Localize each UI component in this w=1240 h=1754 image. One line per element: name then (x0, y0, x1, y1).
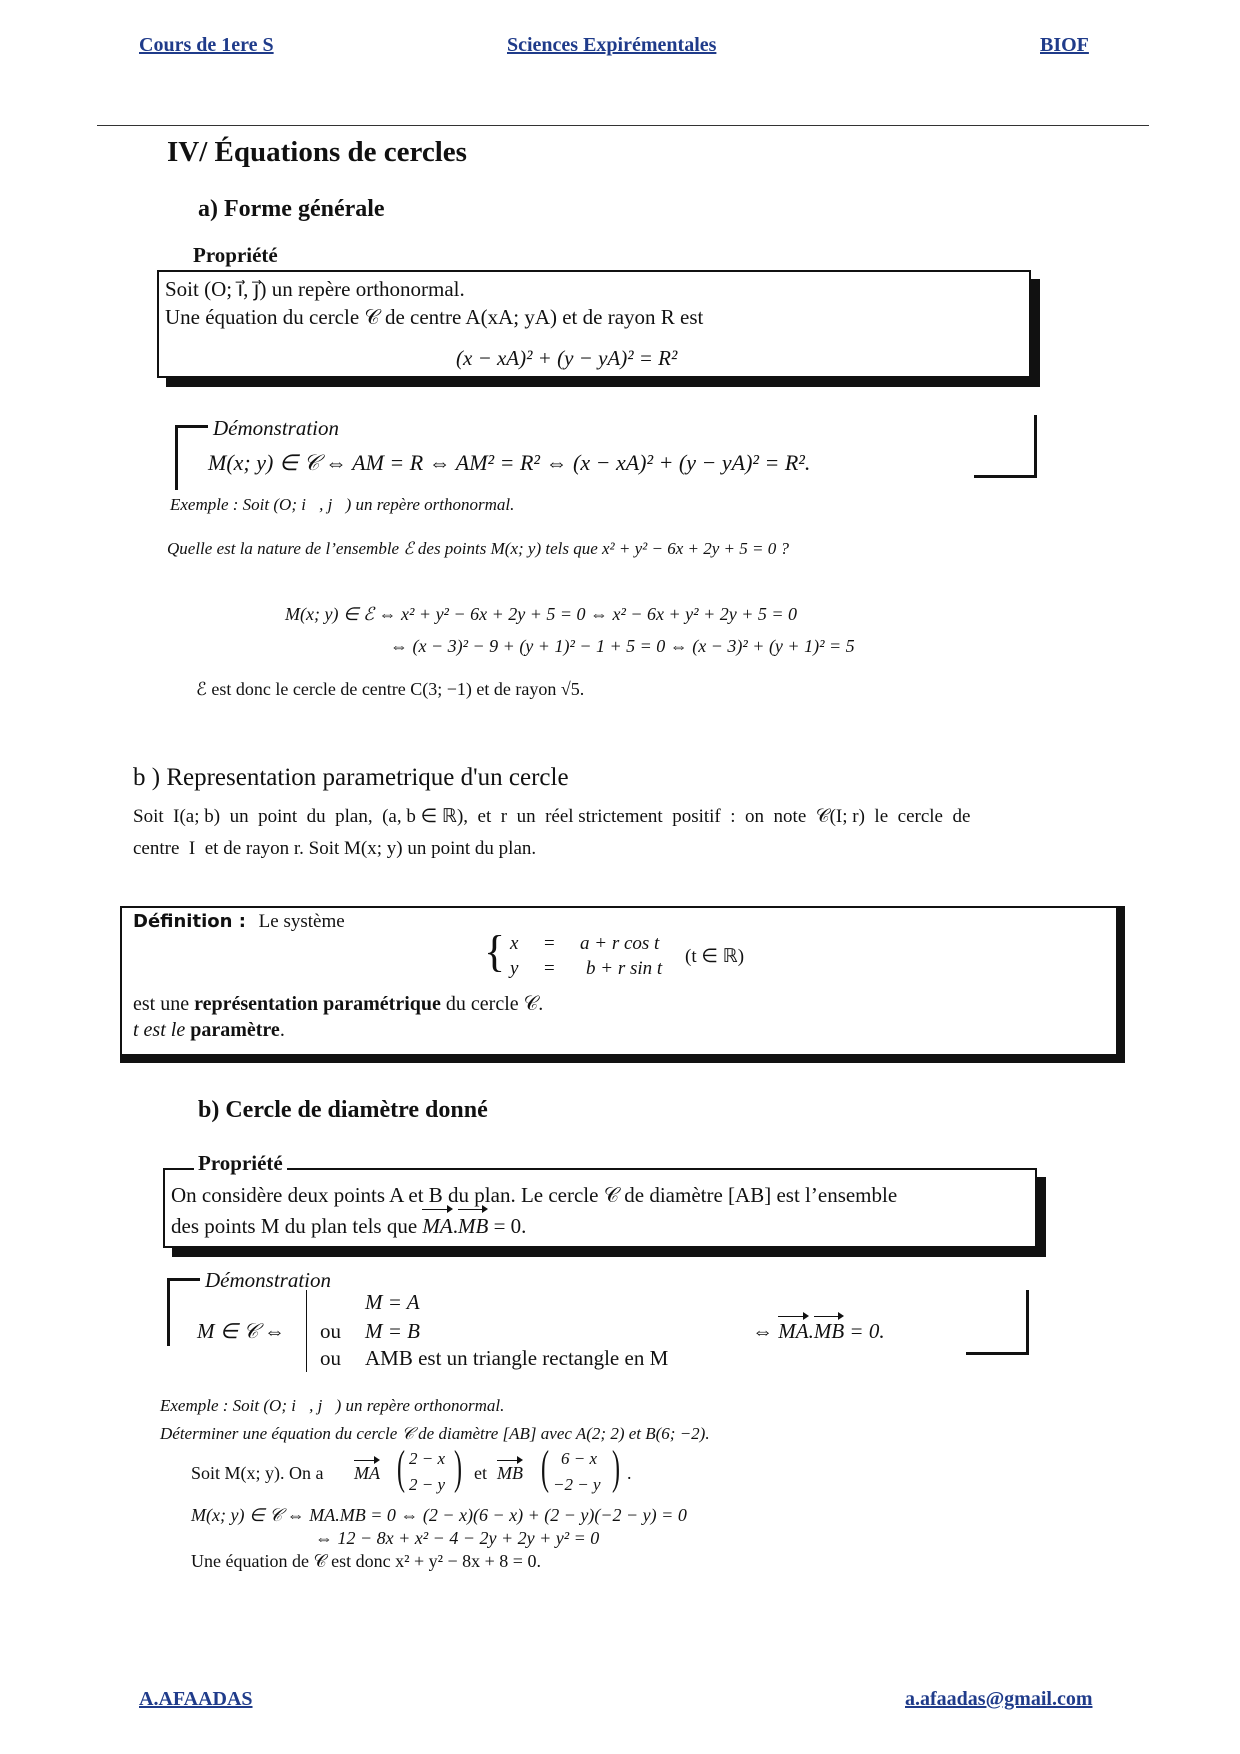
demo-2-vector-mb: MB (813, 1319, 845, 1343)
demo-2-case-3: AMB est un triangle rectangle en M (365, 1346, 669, 1370)
demo-2-rhs-e: = 0. (844, 1319, 885, 1343)
property-2-line-2-e: = 0. (488, 1214, 527, 1238)
property-2-line-2 (171, 1212, 526, 1241)
example-2-question: Déterminer une équation du cercle 𝒞 de diamètre [AB] avec A(2; 2) et B(6; −2). (160, 1424, 710, 1443)
example-2-mb-label: MB (497, 1463, 523, 1483)
demo-1-bracket-left (175, 425, 208, 490)
example-2-et: et (474, 1463, 487, 1483)
property-label-2: Propriété (194, 1151, 287, 1176)
ma-top: 2 − x (409, 1449, 446, 1468)
definition-line-1 (133, 993, 543, 1016)
example-2-intro: Exemple : Soit (O; i⃗, j⃗) un repère orthonormal. (160, 1396, 505, 1415)
property-2-dot: . (452, 1214, 458, 1238)
system-y-rhs: b + r sin t (586, 958, 663, 979)
property-1-line-2: Une équation du cercle 𝒞 de centre A(xA; yA) et de rayon R est (165, 305, 704, 329)
demo-2-rhs (752, 1319, 885, 1344)
demo-1-formula: M(x; y) ∈ 𝒞 ⇔ AM = R ⇔ AM² = R² ⇔ (x − xA)² + (y − yA)² = R². (208, 450, 811, 475)
header-rule (97, 125, 1149, 126)
system-y-lhs: y (510, 958, 519, 979)
example-2-vector-mb (497, 1463, 523, 1484)
vector-ma: MA (422, 1212, 452, 1241)
example-1-intro: Exemple : Soit (O; i⃗, j⃗) un repère orthonormal. (170, 495, 515, 514)
demo-2-rhs-dot: . (808, 1319, 814, 1343)
system-x-rhs: a + r cos t (580, 933, 660, 954)
ma-bot: 2 − y (409, 1475, 446, 1494)
system-x-eq: = (544, 933, 555, 954)
vector-mb: MB (458, 1212, 488, 1241)
property-2-line-2-a: des points M du plan tels que (171, 1214, 418, 1238)
definition-line-2-c: . (279, 1019, 285, 1041)
definition-line-1-c: du cercle 𝒞. (445, 993, 544, 1015)
system-brace: { (484, 927, 506, 976)
example-2-step-1: M(x; y) ∈ 𝒞 ⇔ MA.MB = 0 ⇔ (2 − x)(6 − x) + (2 − y)(−2 − y) = 0 (191, 1505, 687, 1525)
demo-2-or-2: ou (320, 1346, 341, 1370)
definition-line-1-a: est une (133, 993, 190, 1015)
param-text-line-1: Soit I(a; b) un point du plan, (a, b ∈ ℝ), et r un réel strictement positif : on note 𝒞(I; r) le cercle de (133, 806, 971, 827)
footer-author[interactable]: A.AFAADAS (139, 1688, 253, 1710)
subsection-b-param-title: b ) Representation parametrique d'un cercle (133, 764, 569, 791)
mb-top: 6 − x (561, 1449, 598, 1468)
demo-2-rhs-a: ⇔ (752, 1319, 773, 1343)
ma-paren-right: ) (453, 1441, 462, 1494)
definition-line-2-a: t est le (133, 1019, 186, 1041)
system-y-eq: = (544, 958, 555, 979)
mb-bot: −2 − y (553, 1475, 601, 1494)
example-1-step-2: ⇔ (x − 3)² − 9 + (y + 1)² − 1 + 5 = 0 ⇔ (x − 3)² + (y + 1)² = 5 (390, 636, 855, 656)
demo-2-bracket-right (966, 1290, 1029, 1355)
header-right: BIOF (1040, 34, 1089, 56)
example-2-step-2: ⇔ 12 − 8x + x² − 4 − 2y + 2y + y² = 0 (315, 1528, 600, 1548)
header-left: Cours de 1ere S (139, 34, 274, 56)
demo-1-bracket-right (974, 415, 1037, 478)
example-1-question: Quelle est la nature de l’ensemble ℰ des points M(x; y) tels que x² + y² − 6x + 2y + 5 = 0 ? (167, 539, 789, 558)
demo-1-label: Démonstration (213, 416, 339, 440)
example-2-ma-label: MA (354, 1463, 380, 1483)
demo-2-lhs: M ∈ 𝒞 ⇔ (197, 1319, 285, 1343)
subsection-a-title: a) Forme générale (198, 196, 385, 222)
param-text-line-2: centre I et de rayon r. Soit M(x; y) un point du plan. (133, 838, 537, 859)
demo-2-or-1: ou (320, 1319, 341, 1343)
demo-2-case-2: M = B (365, 1319, 420, 1343)
footer-email-link[interactable]: a.afaadas@gmail.com (905, 1688, 1093, 1710)
example-2-dot: . (627, 1463, 632, 1483)
property-label-1: Propriété (189, 243, 282, 268)
definition-intro: Le système (258, 911, 345, 932)
example-2-soit: Soit M(x; y). On a (191, 1463, 324, 1483)
example-2-conclusion: Une équation de 𝒞 est donc x² + y² − 8x + 8 = 0. (191, 1551, 541, 1571)
demo-2-label: Démonstration (205, 1268, 331, 1292)
mb-paren-left: ( (540, 1441, 549, 1494)
example-2-vector-ma (354, 1463, 380, 1484)
example-1-step-1: M(x; y) ∈ ℰ ⇔ x² + y² − 6x + 2y + 5 = 0 ⇔ x² − 6x + y² + 2y + 5 = 0 (285, 604, 797, 624)
section-title: IV/ Équations de cercles (167, 136, 467, 168)
demo-2-bracket-left (167, 1278, 200, 1346)
property-1-line-1: Soit (O; i⃗, j⃗) un repère orthonormal. (165, 277, 465, 301)
definition-label: Définition : (133, 911, 246, 932)
system-x-lhs: x (510, 933, 519, 954)
demo-2-vector-ma: MA (778, 1319, 809, 1343)
ma-paren-left: ( (396, 1441, 405, 1494)
subsection-b-diam-title: b) Cercle de diamètre donné (198, 1097, 488, 1123)
property-1-formula: (x − xA)² + (y − yA)² = R² (456, 346, 678, 370)
definition-header (133, 911, 345, 933)
header-center: Sciences Expirémentales (507, 34, 717, 56)
mb-paren-right: ) (611, 1441, 620, 1494)
demo-2-cases-bar (306, 1290, 307, 1372)
system-param-range: (t ∈ ℝ) (685, 946, 745, 967)
definition-line-2 (133, 1019, 285, 1042)
definition-line-2-b: paramètre (190, 1019, 280, 1041)
example-1-conclusion: ℰ est donc le cercle de centre C(3; −1) et de rayon √5. (196, 679, 585, 699)
property-2-line-1: On considère deux points A et B du plan. Le cercle 𝒞 de diamètre [AB] est l’ensemble (171, 1183, 898, 1207)
demo-2-case-1: M = A (365, 1290, 420, 1314)
definition-line-1-b: représentation paramétrique (194, 993, 441, 1015)
